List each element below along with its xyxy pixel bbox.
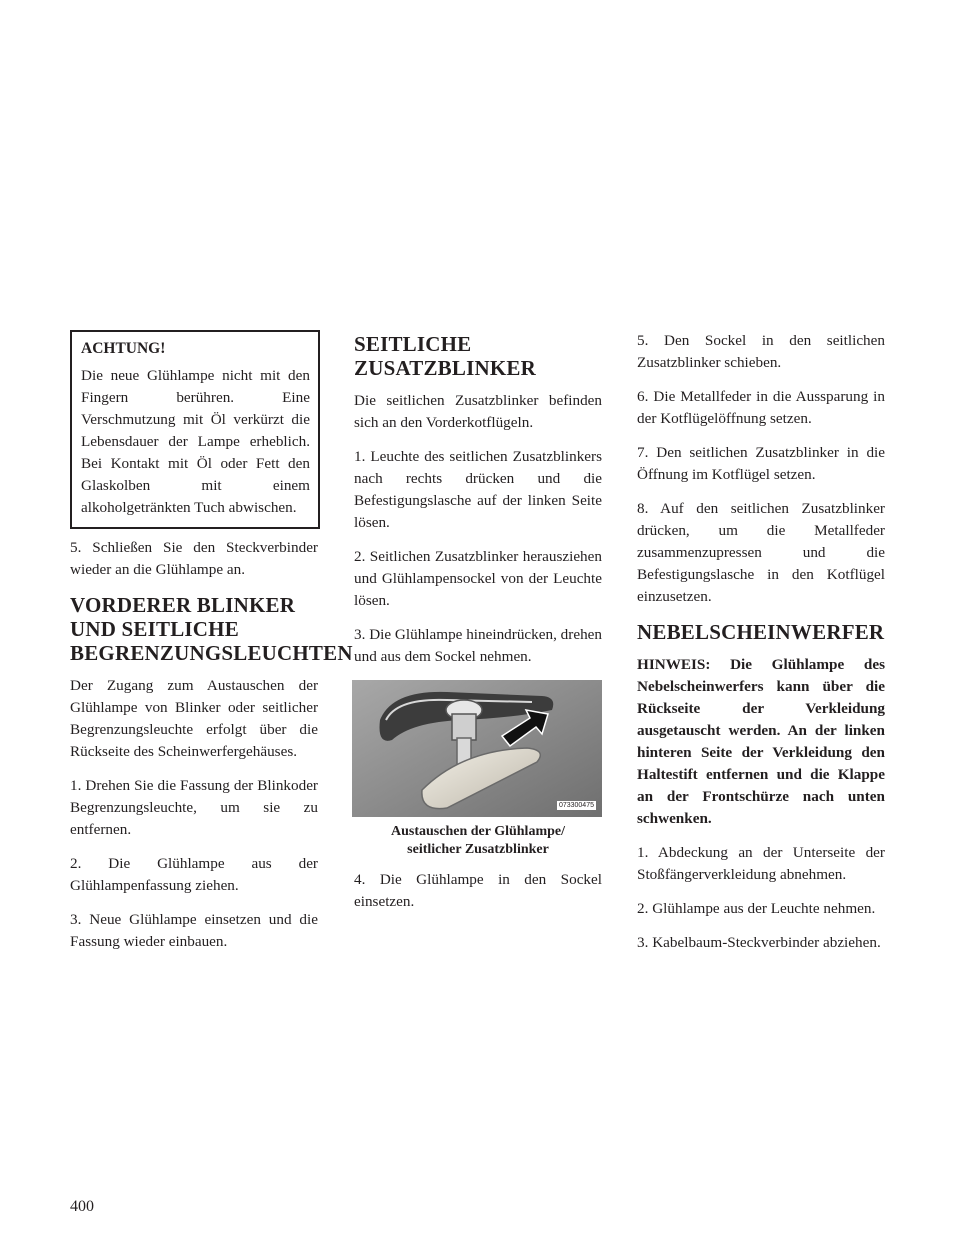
figure-caption-line1: Austauschen der Glühlampe/ (391, 824, 565, 839)
fog-step-item: 1. Abdeckung an der Unterseite der Stoßfängerverkleidung abnehmen. (637, 844, 885, 883)
column-right (637, 330, 885, 966)
figure-caption (354, 823, 602, 859)
page-number: 400 (70, 1198, 94, 1215)
step-item: 8. Auf den seitlichen Zusatzblinker drücken, um die Metallfeder zusammenzupressen und die Befestigungslasche in den Kotflügel einzusetzen. (637, 500, 885, 605)
warning-title: ACHTUNG! (81, 340, 166, 357)
figure-caption-line2: seitlicher Zusatzblinker (407, 842, 549, 857)
column-middle (354, 330, 602, 925)
note-text: HINWEIS: Die Glühlampe des Nebelscheinwerfers kann über die Rückseite der Verkleidung ausgetauscht werden. An der linken hinteren Seite der Verkleidung den Haltestift entfernen und die Klappe an der Frontschürze nach unten schwenken. (637, 656, 885, 827)
step-item: 1. Leuchte des seitlichen Zusatzblinkers nach rechts drücken und die Befestigungslasche auf der linken Seite lösen. (354, 448, 602, 531)
step-5-reconnect: 5. Schließen Sie den Steckverbinder wieder an die Glühlampe an. (70, 539, 318, 578)
warning-box (70, 330, 320, 529)
section-intro-front-blinker: Der Zugang zum Austauschen der Glühlampe von Blinker oder seitlicher Begrenzungsleuchte erfolgt über die Rückseite des Scheinwerfergehäuses. (70, 677, 318, 760)
column-left (70, 330, 353, 965)
section-heading-fog-lamp: NEBELSCHEINWERFER (637, 620, 885, 644)
step-item: 3. Die Glühlampe hineindrücken, drehen und aus dem Sockel nehmen. (354, 626, 602, 665)
section-heading-front-blinker: VORDERER BLINKER UND SEITLICHE BEGRENZUNGSLEUCHTEN (70, 593, 353, 665)
section-heading-side-blinker: SEITLICHE ZUSATZBLINKER (354, 332, 536, 380)
step-item: 1. Drehen Sie die Fassung der Blinkoder Begrenzungsleuchte, um sie zu entfernen. (70, 777, 318, 838)
bulb-illustration (352, 680, 602, 817)
step-item: 5. Den Sockel in den seitlichen Zusatzblinker schieben. (637, 332, 885, 371)
figure-code-label: 073300475 (558, 802, 594, 809)
section-intro-side-blinker: Die seitlichen Zusatzblinker befinden sich an den Vorderkotflügeln. (354, 392, 602, 431)
step-item: 2. Seitlichen Zusatzblinker herausziehen und Glühlampensockel von der Leuchte lösen. (354, 548, 602, 609)
step-item: 3. Neue Glühlampe einsetzen und die Fassung wieder einbauen. (70, 911, 318, 950)
warning-text: Die neue Glühlampe nicht mit den Fingern berühren. Eine Verschmutzung mit Öl verkürzt die Lebensdauer der Lampe erheblich. Bei Kontakt mit Öl oder Fett den Glaskolben mit einem alkoholgetränkten Tuch abwischen. (81, 367, 310, 516)
step-item: 7. Den seitlichen Zusatzblinker in die Öffnung im Kotflügel setzen. (637, 444, 885, 483)
step-item: 6. Die Metallfeder in die Aussparung in der Kotflügelöffnung setzen. (637, 388, 885, 427)
step-4-insert: 4. Die Glühlampe in den Sockel einsetzen. (354, 871, 602, 910)
fog-step-item: 3. Kabelbaum-Steckverbinder abziehen. (637, 934, 881, 951)
fog-step-item: 2. Glühlampe aus der Leuchte nehmen. (637, 900, 876, 917)
side-blinker-photo (352, 680, 602, 817)
step-item: 2. Die Glühlampe aus der Glühlampenfassung ziehen. (70, 855, 318, 894)
